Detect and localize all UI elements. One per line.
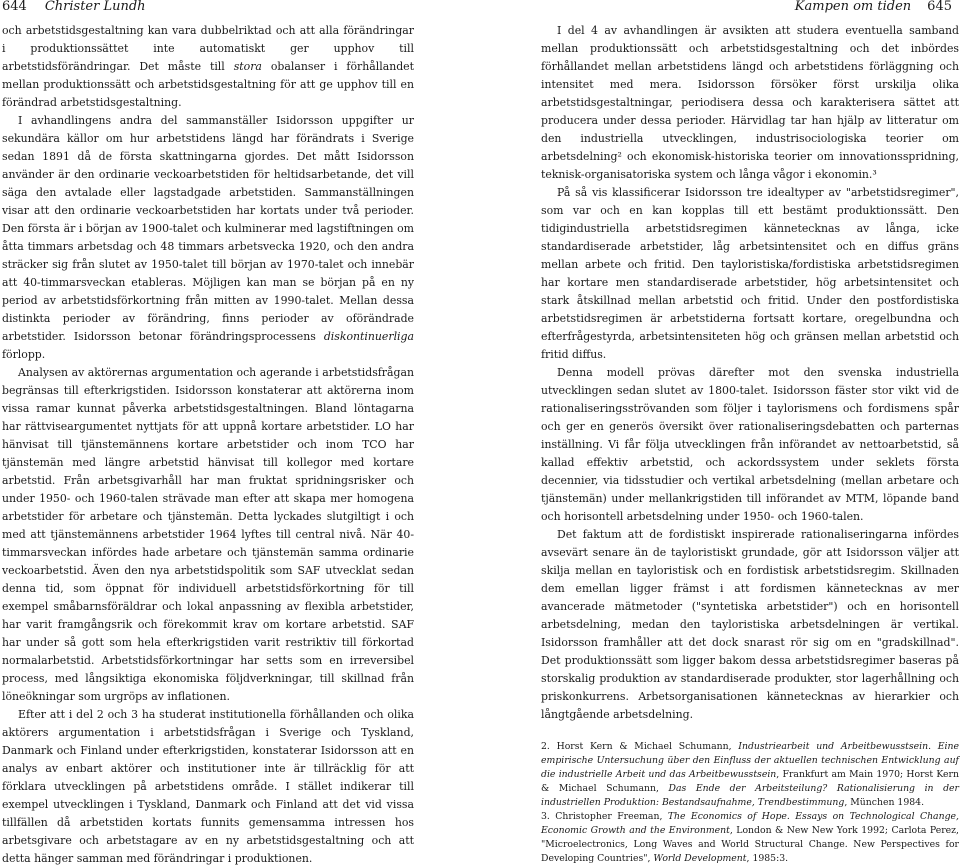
paragraph: Analysen av aktörernas argumentation och agerande i arbetstidsfrågan begränsas till efterkrigstiden. Isidorsson konstaterar att aktörerna inom vissa ramar kunnat påverka arbetstidsgestaltningen. Bland löntagarna har rättviseargumentet nyttjats för att uppnå kortare arbetstider. LO har hänvisat till tjänstemännens kortare arbetstider och inom TCO har tjänstemän med längre arbetstid hänvisat till kollegor med kortare arbetstid. Från arbetsgivarhåll har man fruktat spridningsrisker och under 1950- och 1960-talen strävade man efter att skapa mer homogena arbetstider för arbetare och tjänstemän. Detta lyckades slutgiltigt i och med att tjänstemännens arbetstider 1964 lyftes till central nivå. När 40-timmarsveckan infördes hade arbetare och tjänstemän samma ordinarie veckoarbetstid. Även den nya arbetstidspolitik som SAF utvecklat sedan denna tid, som öppnat för individuell arbetstidsförkortning för till exempel småbarnsföräldrar och lokal anpassning av flexibla arbetstider, har varit framgångsrik och förekommit krav om kortare arbetstid. SAF har under så gott som hela efterkrigstiden varit restriktiv till förkortad normalarbetstid. Arbetstidsförkortningar har setts som en irreversibel process, med långsiktiga ekonomiska följdverkningar, till skillnad från löneökningar som urgröps av inflationen.	[2, 366, 414, 703]
footnote-2: 2. Horst Kern & Michael Schumann, Industriearbeit und Arbeitbewusstsein. Eine empirische Untersuchung über den Einfluss der aktuellen technischen Entwicklung auf die industrielle Arbeit und das Arbeitbewusstsein, Frankfurt am Main 1970; Horst Kern & Michael Schumann, Das Ende der Arbeitsteilung? Rationalisierung in der industriellen Produktion: Bestandsaufnahme, Trendbestimmung, München 1984.	[541, 741, 959, 808]
footnotes	[541, 740, 959, 866]
right-page-number: 645	[927, 0, 952, 14]
left-running-title: Christer Lundh	[44, 0, 146, 14]
paragraph: och arbetstidsgestaltning kan vara dubbelriktad och att alla förändringar i produktionssättet inte automatiskt ger upphov till arbetstidsförändringar. Det måste till stora obalanser i förhållandet mellan produktionssätt och arbetstidsgestaltning för att ge upphov till en förändrad arbetstidsgestaltning.	[2, 24, 414, 109]
right-page-header	[795, 0, 952, 18]
paragraph: På så vis klassificerar Isidorsson tre idealtyper av "arbetstidsregimer", som var och en kan kopplas till ett bestämt produktionssätt. Den tidigindustriella arbetstidsregimen kännetecknas av långa, icke standardiserade arbetstider, låg arbetsintensitet och en diffus gräns mellan arbete och fritid. Den tayloristiska/fordistiska arbetstidsregimen har kortare men standardiserade arbetstider, hög arbetsintensitet och stark åtskillnad mellan arbetstid och fritid. Under den postfordistiska arbetstidsregimen är arbetstiderna fortsatt kortare, oregelbundna och efterfrågestyrda, arbetsintensiteten hög och gränsen mellan arbetstid och fritid diffus.	[541, 186, 959, 361]
right-running-title: Kampen om tiden	[794, 0, 912, 14]
left-page-body	[2, 22, 414, 868]
paragraph: Det faktum att de fordistiskt inspirerade rationaliseringarna infördes avsevärt senare än de tayloristiskt grundade, gör att Isidorsson väljer att skilja mellan en tayloristisk och en fordistisk arbetstidsregim. Skillnaden dem emellan ligger främst i att fordismen kännetecknas av mer avancerade mätmetoder ("syntetiska arbetstider") och en horisontell arbetsdelning, medan den tayloristiska arbetsdelningen är vertikal. Isidorsson framhåller att det dock snarast rör sig om en "gradskillnad". Det produktionssätt som ligger bakom dessa arbetstidsregimer baseras på storskalig produktion av standardiserade produkter, stor lagerhållning och priskonkurrens. Arbetsorganisationen kännetecknas av hierarkier och långtgående arbetsdelning.	[541, 528, 959, 721]
paragraph: Denna modell prövas därefter mot den svenska industriella utvecklingen sedan slutet av 1800-talet. Isidorsson fäster stor vikt vid de rationaliseringsströvanden som följer i taylorismens och fordismens spår och ger en generös översikt över rationaliseringsdebatten och parternas inställning. Vi får följa utvecklingen från införandet av nettoarbetstid, så kallad effektiv arbetstid, och ackordssystem under seklets första decennier, via tidsstudier och vertikal arbetsdelning (mellan arbetare och tjänstemän) under mellankrigstiden till införandet av MTM, löpande band och horisontell arbetsdelning under 1950- och 1960-talen.	[541, 366, 959, 523]
footnote-3: 3. Christopher Freeman, The Economics of Hope. Essays on Technological Change, Economic Growth and the Environment, London & New New York 1992; Carlota Perez, "Microelectronics, Long Waves and World Structural Change. New Perspectives for Developing Countries", World Development, 1985:3.	[541, 811, 960, 864]
left-page-number: 644	[2, 0, 27, 14]
left-page-header	[2, 0, 146, 18]
paragraph: I del 4 av avhandlingen är avsikten att studera eventuella samband mellan produktionssätt och arbetstidsgestaltning och det inbördes förhållandet mellan arbetstidens längd och arbetstidens förläggning och intensitet med mera. Isidorsson försöker först urskilja olika arbetstidsgestaltningar, periodisera dessa och karakterisera sättet att producera under dessa perioder. Härvidlag tar han hjälp av litteratur om den industriella utvecklingen, industrisociologiska teorier om arbetsdelning² och ekonomisk-historiska teorier om innovationsspridning, teknisk-organisatoriska system och långa vågor i ekonomin.³	[541, 24, 959, 181]
right-page-body	[541, 22, 959, 866]
paragraph: I avhandlingens andra del sammanställer Isidorsson uppgifter ur sekundära källor om hur arbetstidens längd har förändrats i Sverige sedan 1891 då de första skattningarna gjordes. Det mått Isidorsson använder är den ordinarie veckoarbetstiden för heltidsarbetande, det vill säga den avtalade eller lagstadgade arbetstiden. Sammanställningen visar att den ordinarie veckoarbetstiden har kortats under två perioder. Den första är i början av 1900-talet och kulminerar med lagstiftningen om åtta timmars arbetsdag och 48 timmars arbetsvecka 1920, och den andra sträcker sig från slutet av 1950-talet till början av 1970-talet och innebär att 40-timmarsveckan etableras. Möjligen kan man se början på en ny period av arbetstidsförkortning från mitten av 1990-talet. Mellan dessa distinkta perioder av förändring, finns perioder av oförändrade arbetstider. Isidorsson betonar förändringsprocessens diskontinuerliga förlopp.	[2, 114, 414, 361]
paragraph: Efter att i del 2 och 3 ha studerat institutionella förhållanden och olika aktörers argumentation i arbetstidsfrågan i Sverige och Tyskland, Danmark och Finland under efterkrigstiden, konstaterar Isidorsson att en analys av enbart aktörer och institutioner inte är tillräcklig för att förklara utvecklingen på arbetstidens område. I stället indikerar till exempel utvecklingen i Tyskland, Danmark och Finland att det vid vissa tillfällen då arbetstiden kortats funnits gemensamma intressen hos arbetsgivare och arbetstagare av en ny arbetstidsgestaltning och att detta hänger samman med förändringar i produktionen.	[2, 708, 414, 865]
